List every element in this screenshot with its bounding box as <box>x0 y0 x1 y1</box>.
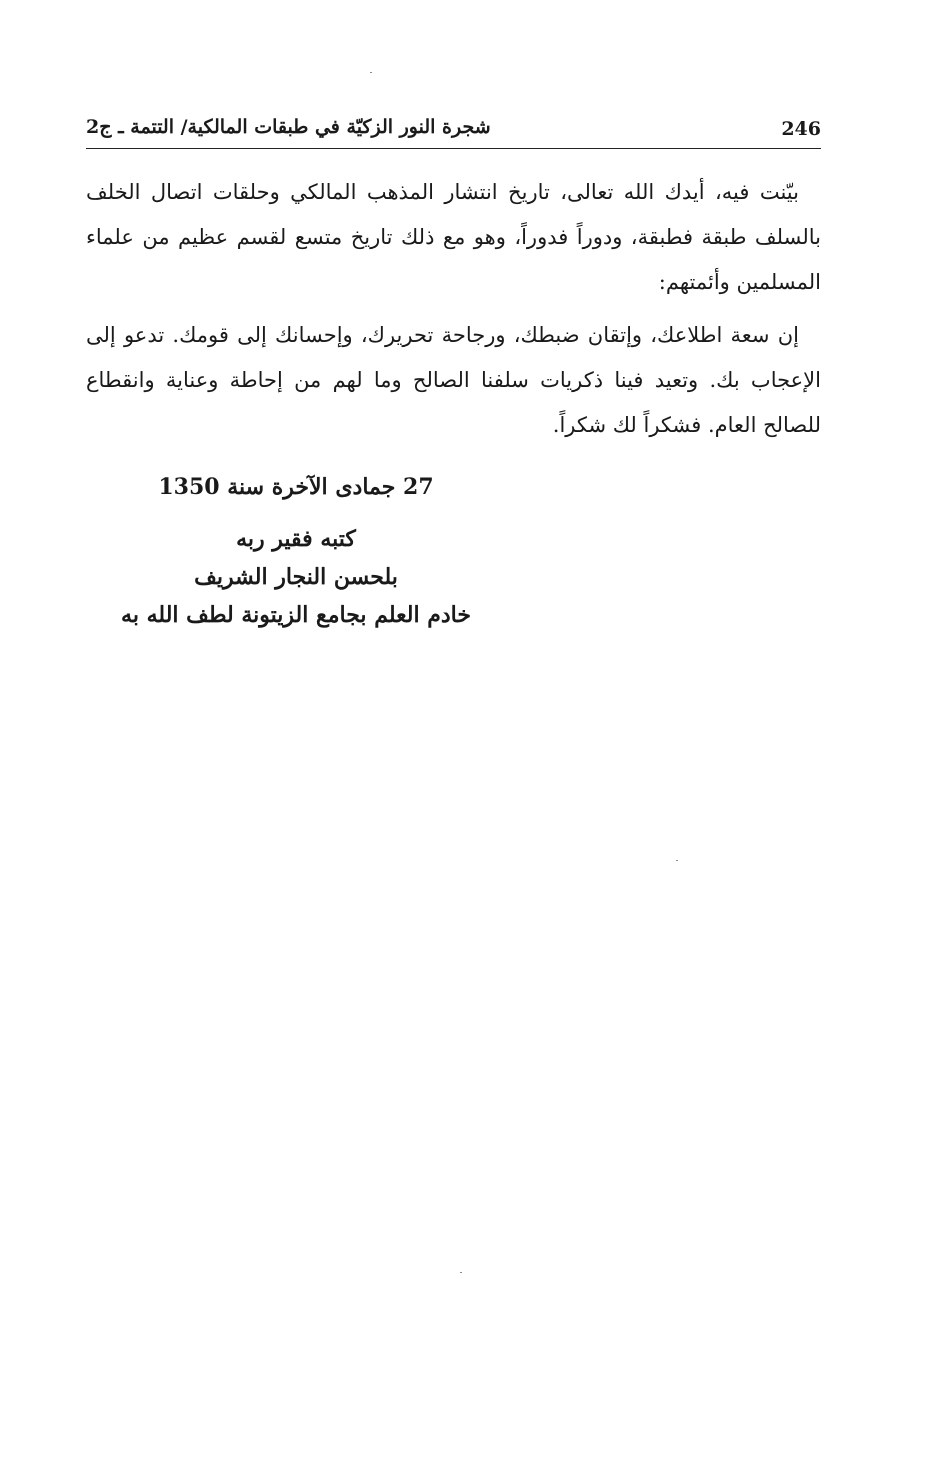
scan-speck <box>676 860 678 861</box>
running-title: شجرة النور الزكيّة في طبقات المالكية/ التتمة ـ ج2 <box>86 116 491 138</box>
page-number: 246 <box>781 118 821 140</box>
scan-speck <box>460 1272 462 1273</box>
signature-line-2: بلحسن النجار الشريف <box>194 564 398 590</box>
body-text <box>86 170 821 456</box>
signature-line-3: خادم العلم بجامع الزيتونة لطف الله به <box>121 602 471 628</box>
signature-block <box>86 520 506 634</box>
signature-line-1: كتبه فقير ربه <box>236 526 356 552</box>
signature-date: 27 جمادى الآخرة سنة 1350 <box>158 474 434 500</box>
paragraph-1: بيّنت فيه، أيدك الله تعالى، تاريخ انتشار المذهب المالكي وحلقات اتصال الخلف بالسلف طبقة فطبقة، ودوراً فدوراً، وهو مع ذلك تاريخ متسع لقسم عظيم من علماء المسلمين وأئمتهم: <box>86 180 821 294</box>
paragraph-2: إن سعة اطلاعك، وإتقان ضبطك، ورجاحة تحريرك، وإحسانك إلى قومك. تدعو إلى الإعجاب بك. وتعيد فينا ذكريات سلفنا الصالح وما لهم من إحاطة وعناية وانقطاع للصالح العام. فشكراً لك شكراً. <box>86 323 821 437</box>
scan-speck <box>370 72 372 73</box>
page-header <box>86 108 821 149</box>
